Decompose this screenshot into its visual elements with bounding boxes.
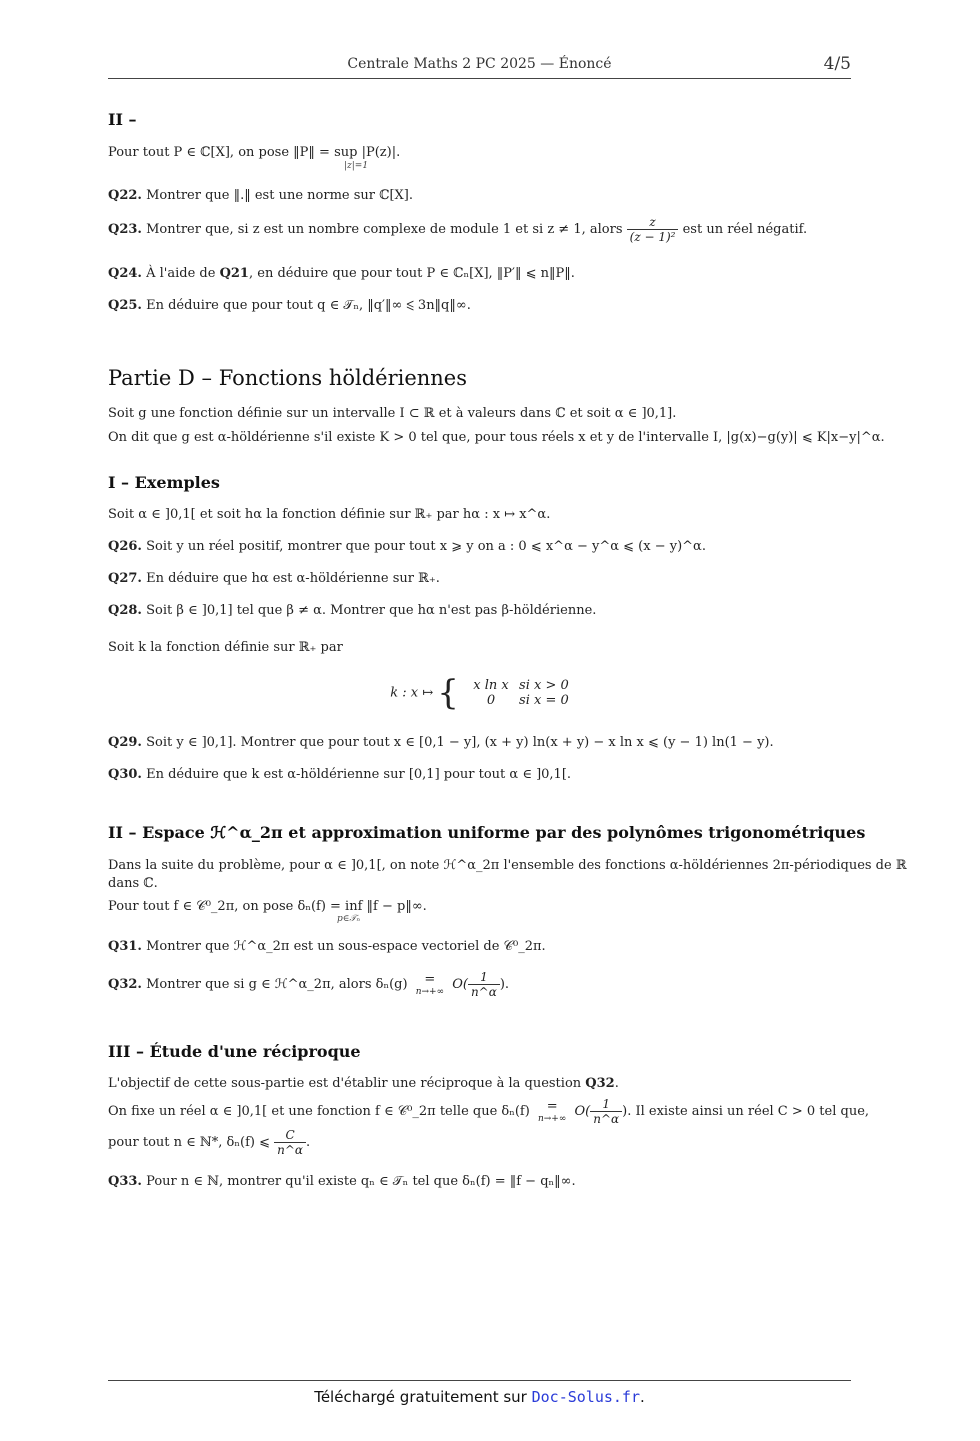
setup-text: pour tout n ∈ ℕ*, δₙ(f) ⩽: [108, 1135, 270, 1150]
page-header: [108, 56, 851, 79]
question-q22: [108, 188, 413, 203]
question-q33: [108, 1174, 576, 1189]
question-label: Q25.: [108, 298, 142, 313]
setup-text-end: .: [306, 1135, 311, 1150]
holder-space-intro-1: Dans la suite du problème, pour α ∈ ]0,1[, on note ℋ^α_2π l'ensemble des fonctions α-höldériennes 2π-périodiques de ℝ: [108, 858, 907, 873]
question-text: Montrer que, si z est un nombre complexe de module 1 et si z ≠ 1, alors: [146, 222, 623, 237]
question-text-end: est un réel négatif.: [682, 222, 808, 237]
question-text: Soit y un réel positif, montrer que pour tout x ⩾ y on a : 0 ⩽ x^α − y^α ⩽ (x − y)^α.: [146, 539, 706, 554]
equals-sign: =: [546, 1099, 558, 1114]
fraction: [274, 1128, 306, 1157]
header-title: Centrale Maths 2 PC 2025 — Énoncé: [347, 56, 612, 72]
question-text: En déduire que hα est α-höldérienne sur ℝ₊.: [146, 571, 440, 586]
numerator: 1: [590, 1097, 622, 1112]
question-q25: [108, 298, 471, 313]
norm-definition: Pour tout P ∈ ℂ[X], on pose ‖P‖ = sup |P(z)|.: [108, 145, 401, 160]
delta-definition: Pour tout f ∈ 𝒞⁰_2π, on pose δₙ(f) = inf ‖f − p‖∞.: [108, 899, 427, 914]
equality-asymptotic: [538, 1099, 566, 1124]
question-q32: [108, 970, 509, 999]
numerator: z: [627, 215, 679, 230]
part-d-title: Partie D – Fonctions höldériennes: [108, 366, 468, 390]
footer-link[interactable]: Doc-Solus.fr: [531, 1388, 640, 1406]
reciprocal-setup-2: [108, 1128, 310, 1157]
big-o-close: ).: [499, 977, 510, 992]
question-label: Q24.: [108, 266, 142, 281]
question-q30: [108, 767, 571, 782]
delta-definition-subscript: p∈𝒯ₙ: [337, 914, 360, 924]
question-q23: [108, 215, 807, 244]
intro-text: L'objectif de cette sous-partie est d'établir une réciproque à la question: [108, 1076, 582, 1091]
limit-subscript: n→+∞: [415, 987, 445, 997]
question-text: En déduire que pour tout q ∈ 𝒯ₙ, ‖q′‖∞ ⩽ 3n‖q‖∞.: [146, 298, 471, 313]
k-case-2: 0: [486, 693, 496, 708]
holder-space-intro-1b: dans ℂ.: [108, 876, 158, 891]
question-text: Soit β ∈ ]0,1] tel que β ≠ α. Montrer que hα n'est pas β-höldérienne.: [146, 603, 597, 618]
k-cond-1: si x > 0: [519, 678, 569, 693]
numerator: C: [274, 1128, 306, 1143]
question-text: À l'aide de: [146, 266, 216, 281]
section-heading-holder-space: II – Espace ℋ^α_2π et approximation uniforme par des polynômes trigonométriques: [108, 823, 866, 842]
question-q28: [108, 603, 596, 618]
footer: [108, 1388, 851, 1406]
intro-end: .: [614, 1076, 619, 1091]
footer-rule: [108, 1380, 851, 1381]
question-label: Q32.: [108, 977, 142, 992]
setup-text: On fixe un réel α ∈ ]0,1[ et une fonction f ∈ 𝒞⁰_2π telle que δₙ(f): [108, 1104, 530, 1119]
question-q24: [108, 266, 575, 281]
question-label: Q31.: [108, 939, 142, 954]
k-intro: Soit k la fonction définie sur ℝ₊ par: [108, 640, 343, 655]
question-label: Q22.: [108, 188, 142, 203]
question-text-end: , en déduire que pour tout P ∈ ℂₙ[X], ‖P′‖ ⩽ n‖P‖.: [248, 266, 575, 281]
numerator: 1: [468, 970, 500, 985]
question-q31: [108, 939, 546, 954]
fraction: [468, 970, 500, 999]
question-text: Montrer que si g ∈ ℋ^α_2π, alors δₙ(g): [146, 977, 408, 992]
fraction: [627, 215, 679, 244]
norm-definition-subscript: |z|=1: [344, 161, 369, 171]
question-label: Q29.: [108, 735, 142, 750]
k-definition: [108, 673, 851, 713]
question-q29: [108, 735, 774, 750]
section-heading-reciprocal: III – Étude d'une réciproque: [108, 1042, 361, 1061]
examples-intro: Soit α ∈ ]0,1[ et soit hα la fonction définie sur ℝ₊ par hα : x ↦ x^α.: [108, 507, 551, 522]
footer-text: Téléchargé gratuitement sur: [314, 1388, 527, 1406]
k-lhs: k : x ↦: [390, 685, 434, 701]
denominator: n^α: [277, 1143, 304, 1157]
brace: {: [437, 673, 459, 713]
reciprocal-setup-1: [108, 1097, 869, 1126]
big-o-open: O(: [574, 1104, 591, 1119]
question-reference: Q32: [585, 1076, 615, 1091]
question-q26: [108, 539, 706, 554]
k-cases: [463, 678, 569, 708]
question-text: Montrer que ℋ^α_2π est un sous-espace vectoriel de 𝒞⁰_2π.: [146, 939, 546, 954]
question-text: Soit y ∈ ]0,1]. Montrer que pour tout x ∈ [0,1 − y], (x + y) ln(x + y) − x ln x ⩽ (y − 1) ln(1 − y).: [146, 735, 774, 750]
question-label: Q33.: [108, 1174, 142, 1189]
question-text: Pour n ∈ ℕ, montrer qu'il existe qₙ ∈ 𝒯ₙ tel que δₙ(f) = ‖f − qₙ‖∞.: [146, 1174, 576, 1189]
equality-asymptotic: [416, 972, 444, 997]
question-text: En déduire que k est α-höldérienne sur [0,1] pour tout α ∈ ]0,1[.: [146, 767, 572, 782]
holder-intro-1: Soit g une fonction définie sur un intervalle I ⊂ ℝ et à valeurs dans ℂ et soit α ∈ ]0,1].: [108, 406, 677, 421]
section-heading-examples: I – Exemples: [108, 473, 220, 492]
question-label: Q27.: [108, 571, 142, 586]
k-case-1: x ln x: [473, 678, 509, 693]
section-heading-c-ii: II –: [108, 110, 137, 129]
question-label: Q26.: [108, 539, 142, 554]
page-number: 4/5: [823, 54, 851, 74]
limit-subscript: n→+∞: [537, 1114, 567, 1124]
k-cond-2: si x = 0: [519, 693, 569, 708]
question-label: Q28.: [108, 603, 142, 618]
holder-intro-2: On dit que g est α-höldérienne s'il existe K > 0 tel que, pour tous réels x et y de l'intervalle I, |g(x)−g(y)| ⩽ K|x−y|^α.: [108, 430, 885, 445]
big-o-open: O(: [452, 977, 468, 992]
footer-end: .: [640, 1388, 645, 1406]
denominator: n^α: [470, 985, 497, 999]
denominator: (z − 1)²: [629, 230, 676, 244]
denominator: n^α: [593, 1112, 620, 1126]
question-label: Q30.: [108, 767, 142, 782]
equals-sign: =: [424, 972, 436, 987]
question-text: Montrer que ‖.‖ est une norme sur ℂ[X].: [146, 188, 413, 203]
fraction: [590, 1097, 622, 1126]
question-q27: [108, 571, 440, 586]
setup-text-end: ). Il existe ainsi un réel C > 0 tel que,: [622, 1104, 870, 1119]
question-label: Q23.: [108, 222, 142, 237]
reciprocal-intro: [108, 1076, 619, 1091]
question-reference: Q21: [219, 266, 249, 281]
